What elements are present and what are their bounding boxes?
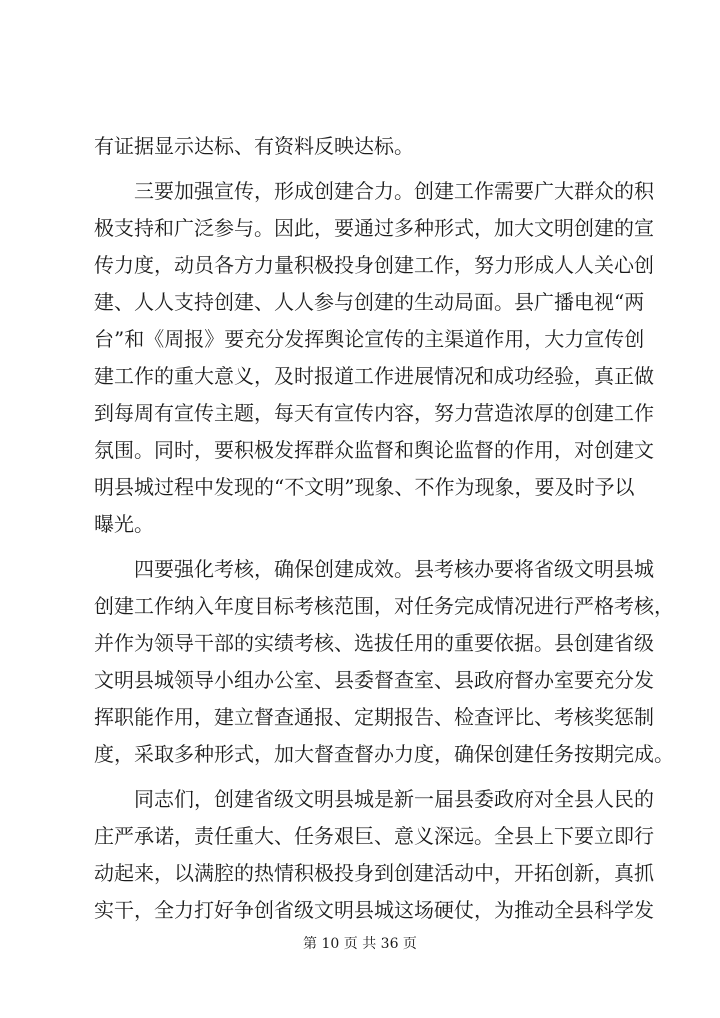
paragraph-line: 台”和《周报》要充分发挥舆论宣传的主渠道作用，大力宣传创 <box>94 327 645 351</box>
page-number-footer: 第 10 页 共 36 页 <box>303 936 417 952</box>
paragraph-line: 建工作的重大意义，及时报道工作进展情况和成功经验，真正做 <box>94 364 654 388</box>
paragraph-line: 挥职能作用，建立督查通报、定期报告、检查评比、考核奖惩制 <box>94 705 654 729</box>
paragraph-line: 文明县城领导小组办公室、县委督查室、县政府督办室要充分发 <box>94 668 654 692</box>
paragraph-line: 到每周有宣传主题，每天有宣传内容，努力营造浓厚的创建工作 <box>94 401 654 425</box>
paragraph-line: 有证据显示达标、有资料反映达标。 <box>94 134 414 158</box>
paragraph-line: 极支持和广泛参与。因此，要通过多种形式，加大文明创建的宣 <box>94 216 654 240</box>
paragraph-line: 明县城过程中发现的“不文明”现象、不作为现象，要及时予以 <box>94 475 635 499</box>
paragraph-line: 氛围。同时，要积极发挥群众监督和舆论监督的作用，对创建文 <box>94 438 654 462</box>
paragraph-line: 建、人人支持创建、人人参与创建的生动局面。县广播电视“两 <box>94 290 645 314</box>
paragraph-line: 实干，全力打好争创省级文明县城这场硬仗，为推动全县科学发 <box>94 898 654 922</box>
paragraph-line: 并作为领导干部的实绩考核、选拔任用的重要依据。县创建省级 <box>94 631 654 655</box>
paragraph-line: 庄严承诺，责任重大、任务艰巨、意义深远。全县上下要立即行 <box>94 824 654 848</box>
paragraph-line: 四要强化考核，确保创建成效。县考核办要将省级文明县城 <box>134 557 654 581</box>
document-body <box>94 128 674 929</box>
paragraph-line: 同志们，创建省级文明县城是新一届县委政府对全县人民的 <box>134 787 654 811</box>
paragraph-line: 传力度，动员各方力量积极投身创建工作，努力形成人人关心创 <box>94 253 654 277</box>
paragraph-line: 动起来，以满腔的热情积极投身到创建活动中，开拓创新，真抓 <box>94 861 654 885</box>
paragraph-line: 三要加强宣传，形成创建合力。创建工作需要广大群众的积 <box>134 179 654 203</box>
paragraph-line: 创建工作纳入年度目标考核范围，对任务完成情况进行严格考核， <box>94 594 674 618</box>
paragraph-line: 度，采取多种形式，加大督查督办力度，确保创建任务按期完成。 <box>94 742 674 766</box>
paragraph-line: 曝光。 <box>94 512 154 536</box>
